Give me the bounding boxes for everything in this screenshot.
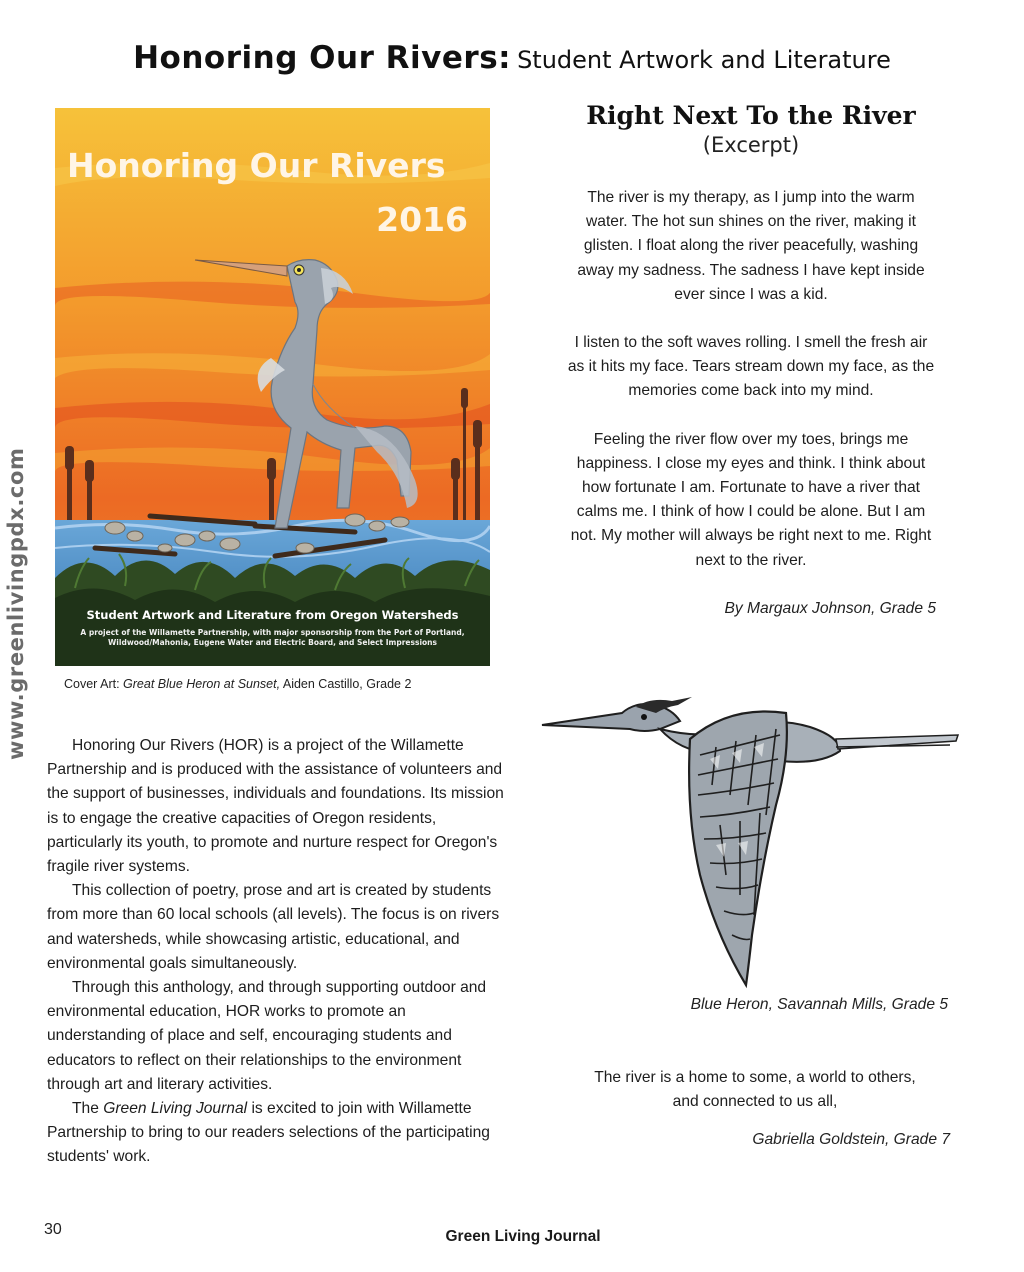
blue-heron-drawing bbox=[540, 695, 960, 990]
article-body bbox=[47, 734, 507, 1170]
cover-credit bbox=[75, 628, 470, 648]
cover-credit-line1: A project of the Willamette Partnership, with major sponsorship from the Port of Portland, bbox=[80, 628, 465, 637]
article-p4-pre: The bbox=[72, 1100, 104, 1118]
cover-title: Honoring Our Rivers bbox=[67, 146, 446, 185]
quote-line: The river is a home to some, a world to others, bbox=[594, 1069, 916, 1086]
heron-illustration bbox=[540, 695, 960, 990]
poem-body bbox=[566, 186, 936, 597]
quote-line: and connected to us all, bbox=[672, 1093, 838, 1111]
heron-caption: Blue Heron, Savannah Mills, Grade 5 bbox=[690, 996, 948, 1013]
page-title-light: Student Artwork and Literature bbox=[517, 46, 891, 74]
journal-name-inline: Green Living Journal bbox=[103, 1100, 248, 1118]
cover-artwork bbox=[55, 108, 490, 666]
cover-subtitle: Student Artwork and Literature from Oregon Watersheds bbox=[86, 608, 459, 622]
poem-stanza: I listen to the soft waves rolling. I smell the fresh air as it hits my face. Tears stream down my face, as the memories come back into my mind. bbox=[567, 334, 935, 400]
page-title bbox=[0, 40, 1024, 76]
cover-illustration bbox=[55, 108, 490, 666]
article-paragraph: Through this anthology, and through supporting outdoor and environmental education, HOR works to promote an understanding of place and self, encouraging students and educators to reflect on their relationships to the environment through art and literary activities. bbox=[47, 979, 487, 1093]
caption-prefix: Cover Art: bbox=[64, 677, 124, 691]
article-paragraph: Honoring Our Rivers (HOR) is a project of the Willamette Partnership and is produced with the assistance of volunteers and the support of businesses, individuals and foundations. Its mission is to engage the creative capacities of Oregon residents, particularly its youth, to promote and nurture respect for Oregon's fragile river systems. bbox=[47, 737, 504, 876]
poem-title: Right Next To the River bbox=[586, 101, 916, 130]
page-number: 30 bbox=[44, 1221, 62, 1238]
quote bbox=[560, 1066, 950, 1114]
caption-artist: Aiden Castillo, Grade 2 bbox=[280, 677, 412, 691]
article-p4-post: is excited to join with Willamette Partnership to bring to our readers selections of the participating students' work. bbox=[47, 1100, 490, 1166]
journal-footer: Green Living Journal bbox=[445, 1228, 601, 1245]
cover-caption bbox=[64, 677, 411, 691]
quote-byline: Gabriella Goldstein, Grade 7 bbox=[752, 1131, 950, 1148]
article-paragraph bbox=[47, 1097, 507, 1170]
poem-stanza: Feeling the river flow over my toes, brings me happiness. I close my eyes and think. I think about how fortunate I am. Fortunate to have a river that calms me. I think of how I could be alone. But I am not. My mother will always be right next to me. Right next to the river. bbox=[570, 430, 932, 569]
website-url[interactable]: www.greenlivingpdx.com bbox=[4, 447, 28, 760]
page-title-bold: Honoring Our Rivers: bbox=[133, 40, 512, 76]
poem-stanza: The river is my therapy, as I jump into the warm water. The hot sun shines on the river, making it glisten. I float along the river peacefully, washing away my sadness. The sadness I have kept inside ever since I was a kid. bbox=[577, 189, 925, 303]
poem-subtitle: (Excerpt) bbox=[702, 133, 800, 157]
cover-year: 2016 bbox=[376, 200, 468, 239]
article-paragraph: This collection of poetry, prose and art is created by students from more than 60 local schools (all levels). The focus is on rivers and watersheds, while showcasing artistic, educational, and environmental goals simultaneously. bbox=[47, 882, 500, 972]
caption-work: Great Blue Heron at Sunset, bbox=[123, 677, 281, 691]
poem-byline: By Margaux Johnson, Grade 5 bbox=[724, 600, 936, 617]
cover-credit-line2: Wildwood/Mahonia, Eugene Water and Electric Board, and Select Impressions bbox=[108, 638, 437, 647]
